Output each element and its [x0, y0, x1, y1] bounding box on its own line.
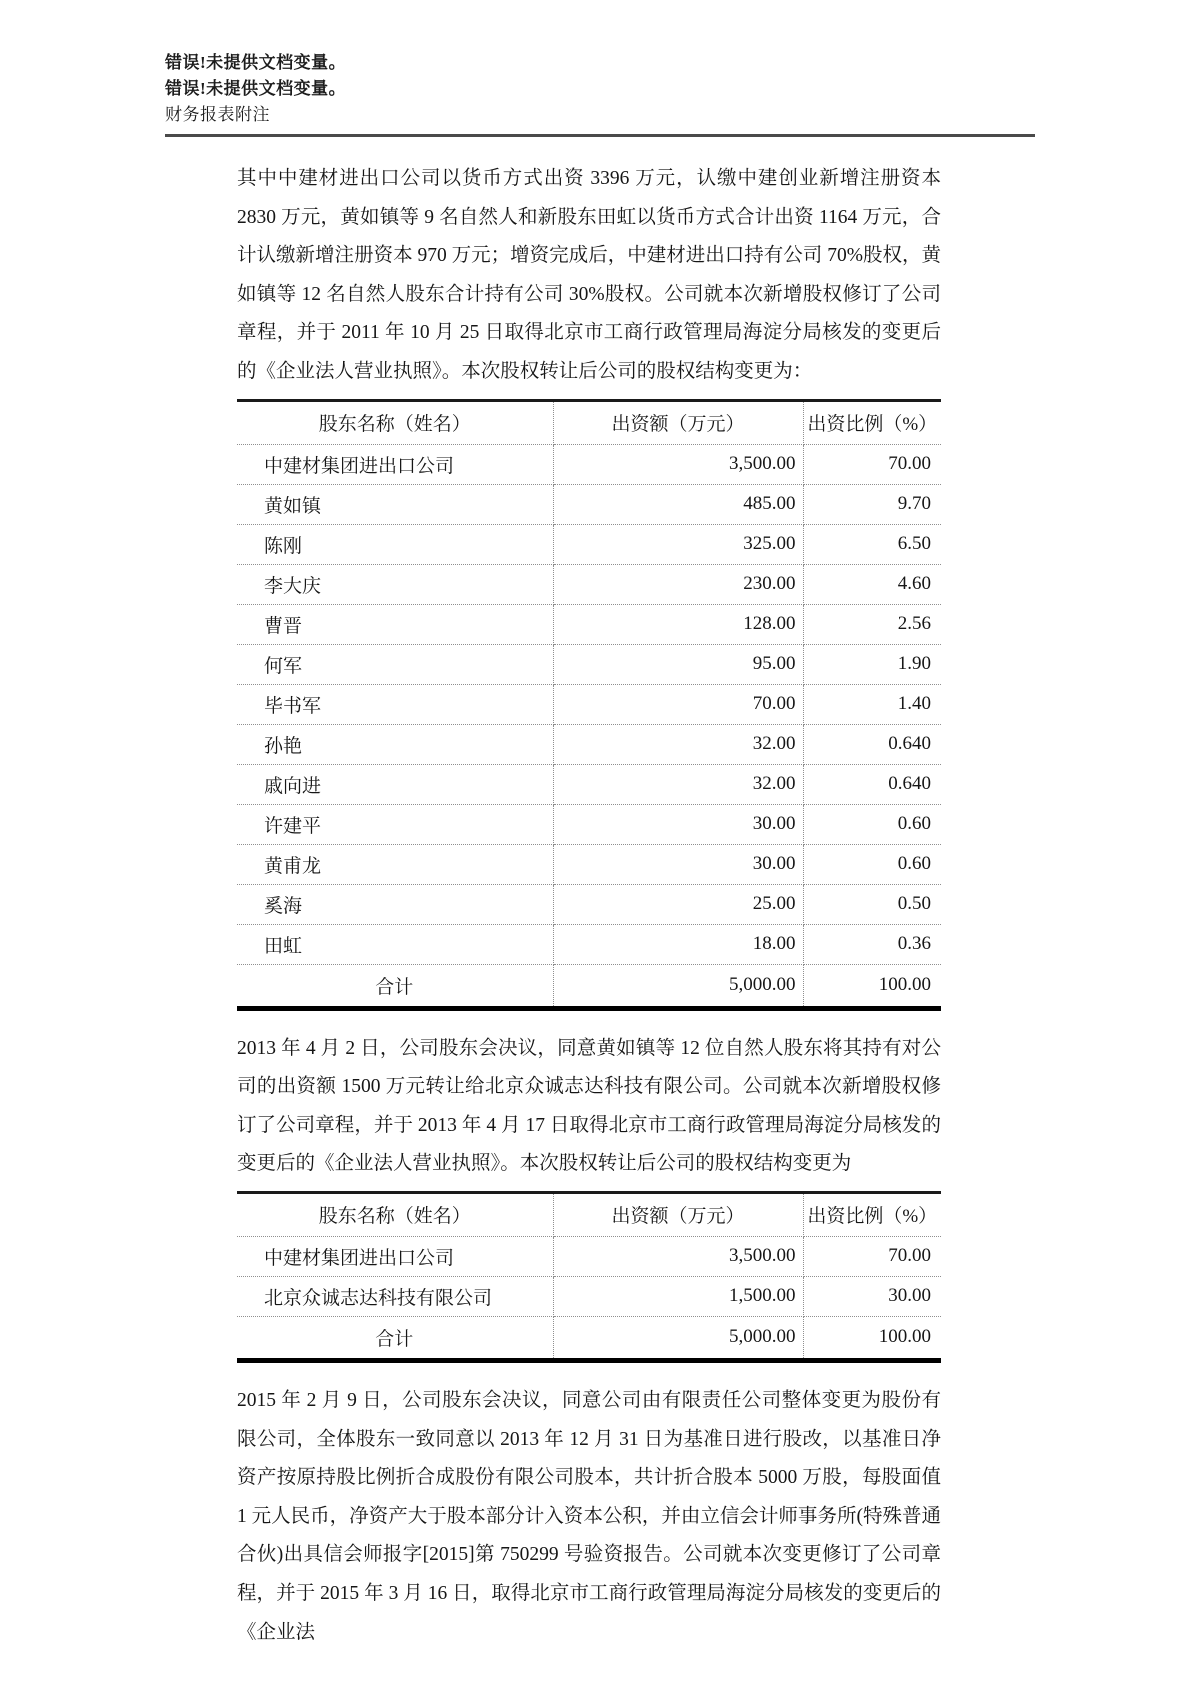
contribution-amount-cell: 25.00: [553, 884, 803, 924]
paragraph-equity-transfer-2013: 2013 年 4 月 2 日，公司股东会决议，同意黄如镇等 12 位自然人股东将其持有对公司的出资额 1500 万元转让给北京众诚志达科技有限公司。公司就本次新增股权修订了公司章程，并于 2013 年 4 月 17 日取得北京市工商行政管理局海淀分局核发的变更后的《企业法人营业执照》。本次股权转让后公司的股权结构变更为: [237, 1037, 941, 1175]
table-row: [237, 724, 941, 764]
contribution-ratio-cell: 6.50: [803, 524, 941, 564]
shareholder-name-cell: 孙艳: [237, 724, 553, 764]
header-divider: [165, 134, 1035, 137]
table-row: [237, 564, 941, 604]
contribution-ratio-cell: 0.60: [803, 804, 941, 844]
contribution-amount-cell: 1,500.00: [553, 1276, 803, 1316]
shareholder-name-cell: 中建材集团进出口公司: [237, 1236, 553, 1276]
total-label-cell: 合计: [237, 964, 553, 1008]
shareholding-table-2013: [237, 1191, 941, 1363]
paragraph-restructuring-2015: 2015 年 2 月 9 日，公司股东会决议，同意公司由有限责任公司整体变更为股份有限公司，全体股东一致同意以 2013 年 12 月 31 日为基准日进行股改，以基准日净资产按原持股比例折合成股份有限公司股本，共计折合股本 5000 万股，每股面值 1 元人民币，净资产大于股本部分计入资本公积，并由立信会计师事务所(特殊普通合伙)出具信会师报字[2015]第 750299 号验资报告。公司就本次变更修订了公司章程，并于 2015 年 3 月 16 日，取得北京市工商行政管理局海淀分局核发的变更后的《企业法: [237, 1389, 941, 1643]
contribution-amount-cell: 30.00: [553, 844, 803, 884]
contribution-ratio-cell: 1.90: [803, 644, 941, 684]
shareholder-name-cell: 毕书军: [237, 684, 553, 724]
column-header-shareholder-name: 股东名称（姓名）: [237, 1192, 553, 1236]
document-body: [237, 160, 941, 1652]
contribution-amount-cell: 5,000.00: [553, 964, 803, 1008]
contribution-amount-cell: 3,500.00: [553, 444, 803, 484]
table-row: [237, 804, 941, 844]
contribution-amount-cell: 5,000.00: [553, 1316, 803, 1360]
table-row: [237, 684, 941, 724]
total-label-cell: 合计: [237, 1316, 553, 1360]
contribution-amount-cell: 230.00: [553, 564, 803, 604]
contribution-ratio-cell: 2.56: [803, 604, 941, 644]
shareholder-name-cell: 戚向进: [237, 764, 553, 804]
table-row: [237, 604, 941, 644]
shareholder-name-cell: 北京众诚志达科技有限公司: [237, 1276, 553, 1316]
table-row: [237, 484, 941, 524]
contribution-amount-cell: 32.00: [553, 724, 803, 764]
contribution-ratio-cell: 70.00: [803, 444, 941, 484]
contribution-ratio-cell: 0.50: [803, 884, 941, 924]
shareholder-name-cell: 李大庆: [237, 564, 553, 604]
shareholder-name-cell: 奚海: [237, 884, 553, 924]
table-row: [237, 444, 941, 484]
header-error-line-2: 错误!未提供文档变量。: [165, 79, 347, 98]
document-header: [165, 0, 1200, 128]
contribution-amount-cell: 95.00: [553, 644, 803, 684]
table-row: [237, 844, 941, 884]
shareholder-name-cell: 黄如镇: [237, 484, 553, 524]
contribution-amount-cell: 325.00: [553, 524, 803, 564]
table-row: [237, 1236, 941, 1276]
table-row: [237, 524, 941, 564]
contribution-amount-cell: 70.00: [553, 684, 803, 724]
contribution-ratio-cell: 70.00: [803, 1236, 941, 1276]
contribution-ratio-cell: 0.36: [803, 924, 941, 964]
table-total-row: [237, 1316, 941, 1360]
contribution-ratio-cell: 0.60: [803, 844, 941, 884]
contribution-ratio-cell: 100.00: [878, 974, 931, 996]
table-row: [237, 644, 941, 684]
contribution-ratio-cell: 9.70: [803, 484, 941, 524]
column-header-shareholder-name: 股东名称（姓名）: [237, 400, 553, 444]
header-error-line-1: 错误!未提供文档变量。: [165, 53, 347, 72]
contribution-amount-cell: 485.00: [553, 484, 803, 524]
shareholder-name-cell: 许建平: [237, 804, 553, 844]
table-total-row: [237, 964, 941, 1008]
header-section-title: 财务报表附注: [165, 105, 270, 124]
shareholder-name-cell: 田虹: [237, 924, 553, 964]
contribution-amount-cell: 18.00: [553, 924, 803, 964]
shareholder-name-cell: 中建材集团进出口公司: [237, 444, 553, 484]
contribution-ratio-cell: 30.00: [803, 1276, 941, 1316]
contribution-ratio-cell: 0.640: [803, 724, 941, 764]
paragraph-capital-increase-2011: 其中中建材进出口公司以货币方式出资 3396 万元，认缴中建创业新增注册资本 2830 万元，黄如镇等 9 名自然人和新股东田虹以货币方式合计出资 1164 万元，合计认缴新增注册资本 970 万元；增资完成后，中建材进出口持有公司 70%股权，黄如镇等 12 名自然人股东合计持有公司 30%股权。公司就本次新增股权修订了公司章程，并于 2011 年 10 月 25 日取得北京市工商行政管理局海淀分局核发的变更后的《企业法人营业执照》。本次股权转让后公司的股权结构变更为：: [237, 168, 941, 382]
column-header-contribution-amount: 出资额（万元）: [553, 400, 803, 444]
column-header-contribution-amount: 出资额（万元）: [553, 1192, 803, 1236]
contribution-amount-cell: 128.00: [553, 604, 803, 644]
contribution-ratio-cell: 4.60: [803, 564, 941, 604]
contribution-ratio-cell: 100.00: [878, 1326, 931, 1348]
table-row: [237, 884, 941, 924]
shareholder-name-cell: 何军: [237, 644, 553, 684]
table-row: [237, 924, 941, 964]
contribution-ratio-cell: 0.640: [803, 764, 941, 804]
contribution-ratio-cell: 1.40: [803, 684, 941, 724]
shareholder-name-cell: 黄甫龙: [237, 844, 553, 884]
table-header-row: [237, 400, 941, 444]
shareholder-name-cell: 曹晋: [237, 604, 553, 644]
table-row: [237, 1276, 941, 1316]
table-header-row: [237, 1192, 941, 1236]
column-header-contribution-ratio: 出资比例（%）: [803, 400, 941, 444]
contribution-amount-cell: 30.00: [553, 804, 803, 844]
table-row: [237, 764, 941, 804]
shareholder-name-cell: 陈刚: [237, 524, 553, 564]
contribution-amount-cell: 3,500.00: [553, 1236, 803, 1276]
contribution-amount-cell: 32.00: [553, 764, 803, 804]
shareholding-table-2011: [237, 399, 941, 1011]
column-header-contribution-ratio: 出资比例（%）: [803, 1192, 941, 1236]
